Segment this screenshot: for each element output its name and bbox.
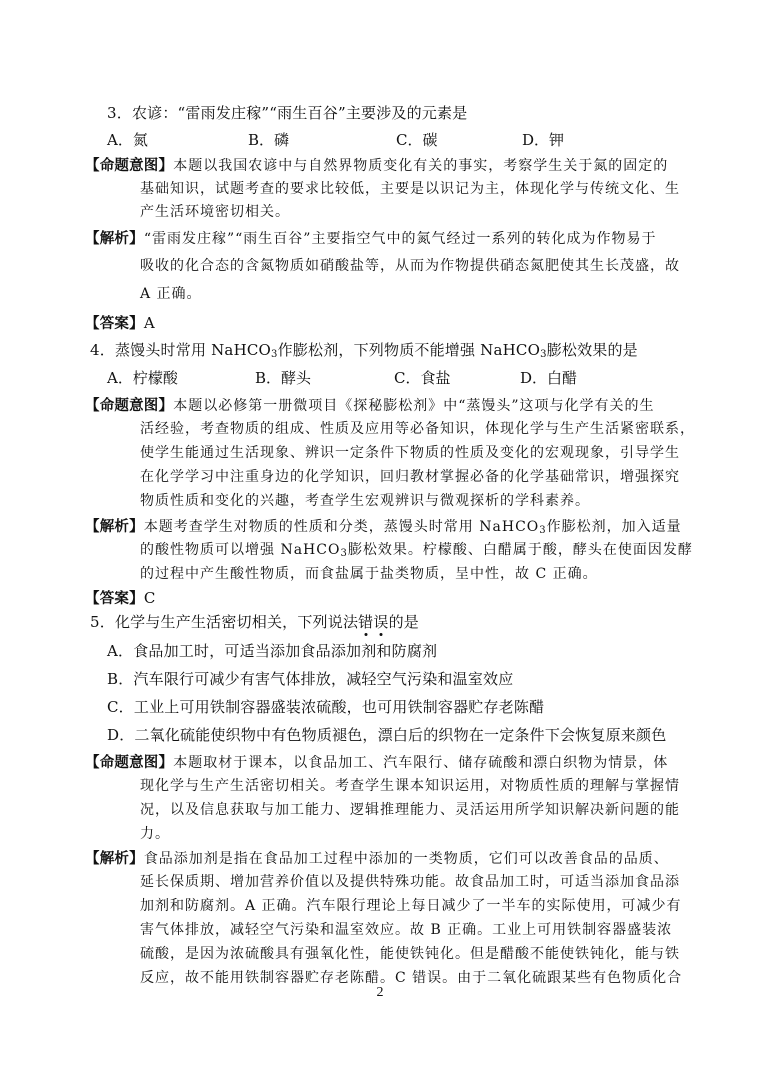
q4-stem: 4．蒸馒头时常用 NaHCO$_3$作膨松剂，下列物质不能增强 NaHCO$_3$膨松效果的是 — [90, 341, 638, 360]
q4-analysis-line-2: 的酸性物质可以增强 NaHCO$_3$膨松效果。柠檬酸、白醋属于酸，酵头在使面因发酵 — [140, 542, 693, 559]
q4-analysis-tag: 【解析】 — [85, 519, 144, 535]
q3-answer-tag: 【答案】 — [85, 316, 144, 332]
q3-option-c: C．碳 — [396, 131, 438, 149]
q3-stem: 3．农谚：“雷雨发庄稼”“雨生百谷”主要涉及的元素是 — [107, 104, 468, 122]
q5-analysis-tag: 【解析】 — [85, 851, 144, 867]
q5-analysis-line-2: 延长保质期、增加营养价值以及提供特殊功能。故食品加工时，可适当添加食品添 — [140, 874, 680, 890]
q4-intent-line-4: 在化学学习中注重身边的化学知识，回归教材掌握必备的化学基础常识，增强探究 — [140, 469, 680, 485]
q5-analysis-line-3: 加剂和防腐剂。A 正确。汽车限行理论上每日减少了一半车的实际使用，可减少有 — [140, 898, 682, 914]
q3-analysis-line-3: A 正确。 — [140, 286, 202, 302]
q5-option-d: D．二氧化硫能使织物中有色物质褪色，漂白后的织物在一定条件下会恢复原来颜色 — [107, 726, 667, 744]
q5-analysis-line-6: 反应，故不能用铁制容器贮存老陈醋。C 错误。由于二氧化硫跟某些有色物质化合 — [140, 970, 683, 986]
q3-intent-line-1: 本题以我国农谚中与自然界物质变化有关的事实，考察学生关于氮的固定的 — [173, 158, 669, 174]
q5-option-a: A．食品加工时，可适当添加食品添加剂和防腐剂 — [107, 642, 438, 660]
q5-analysis-line-1: 食品添加剂是指在食品加工过程中添加的一类物质，它们可以改善食品的品质、 — [143, 851, 669, 867]
q4-intent-tag: 【命题意图】 — [85, 398, 174, 414]
q5-stem: 5．化学与生产生活密切相关，下列说法错误的是 — [90, 613, 419, 631]
q4-analysis-line-3: 的过程中产生酸性物质，而食盐属于盐类物质，呈中性，故 C 正确。 — [140, 566, 598, 582]
q3-option-b: B．磷 — [248, 131, 290, 149]
q4-option-b: B．酵头 — [255, 369, 312, 387]
q5-intent-line-1: 本题取材于课本，以食品加工、汽车限行、储存硫酸和漂白织物为情景，体 — [173, 755, 669, 771]
q4-intent-line-3: 使学生能通过生活现象、辨识一定条件下物质的性质及变化的宏观现象，引导学生 — [140, 445, 680, 461]
q5-intent-line-4: 力。 — [140, 826, 170, 842]
q5-intent-line-3: 况，以及信息获取与加工能力、逻辑推理能力、灵活运用所学知识解决新问题的能 — [140, 802, 680, 818]
q4-option-d: D．白醋 — [520, 369, 578, 387]
q5-emphasis-2: 误 — [373, 613, 389, 631]
q5-analysis-line-5: 硫酸，是因为浓硫酸具有强氧化性，能使铁钝化。但是醋酸不能使铁钝化，能与铁 — [140, 946, 680, 962]
q3-option-a: A．氮 — [107, 131, 148, 149]
q5-option-c: C．工业上可用铁制容器盛装浓硫酸，也可用铁制容器贮存老陈醋 — [107, 698, 545, 716]
q3-intent-line-3: 产生活环境密切相关。 — [140, 204, 290, 220]
q4-analysis-line-1: 本题考查学生对物质的性质和分类，蒸馒头时常用 NaHCO$_3$作膨松剂，加入适量 — [143, 519, 682, 536]
q3-analysis-line-2: 吸收的化合态的含氮物质如硝酸盐等，从而为作物提供硝态氮肥使其生长茂盛，故 — [140, 258, 680, 274]
q4-option-a: A．柠檬酸 — [107, 369, 178, 387]
q5-option-b: B．汽车限行可减少有害气体排放，减轻空气污染和温室效应 — [107, 670, 514, 688]
q4-intent-line-1: 本题以必修第一册微项目《探秘膨松剂》中“蒸馒头”这项与化学有关的生 — [173, 398, 655, 414]
q5-analysis-line-4: 害气体排放，减轻空气污染和温室效应。故 B 正确。工业上可用铁制容器盛装浓 — [140, 922, 673, 938]
q3-analysis-line-1: “雷雨发庄稼”“雨生百谷”主要指空气中的氮气经过一系列的转化成为作物易于 — [143, 231, 657, 247]
q4-option-c: C．食盐 — [394, 369, 451, 387]
page-number: 2 — [376, 985, 384, 1000]
q3-option-d: D．钾 — [522, 131, 565, 149]
q3-answer: A — [143, 314, 155, 332]
q3-analysis-tag: 【解析】 — [85, 231, 144, 247]
q4-intent-line-5: 物质性质和变化的兴趣，考查学生宏观辨识与微观探析的学科素养。 — [140, 493, 590, 509]
q3-intent-line-2: 基础知识，试题考查的要求比较低，主要是以识记为主，体现化学与传统文化、生 — [140, 181, 680, 197]
q5-emphasis-1: 错 — [358, 613, 374, 631]
q4-answer: C — [143, 589, 156, 607]
q5-intent-line-2: 现化学与生产生活密切相关。考查学生课本知识运用，对物质性质的理解与掌握情 — [140, 778, 680, 794]
q5-intent-tag: 【命题意图】 — [85, 755, 174, 771]
q3-intent-tag: 【命题意图】 — [85, 158, 174, 174]
q4-answer-tag: 【答案】 — [85, 591, 144, 607]
q4-intent-line-2: 活经验，考查物质的组成、性质及应用等必备知识，体现化学与生产生活紧密联系， — [140, 421, 695, 437]
